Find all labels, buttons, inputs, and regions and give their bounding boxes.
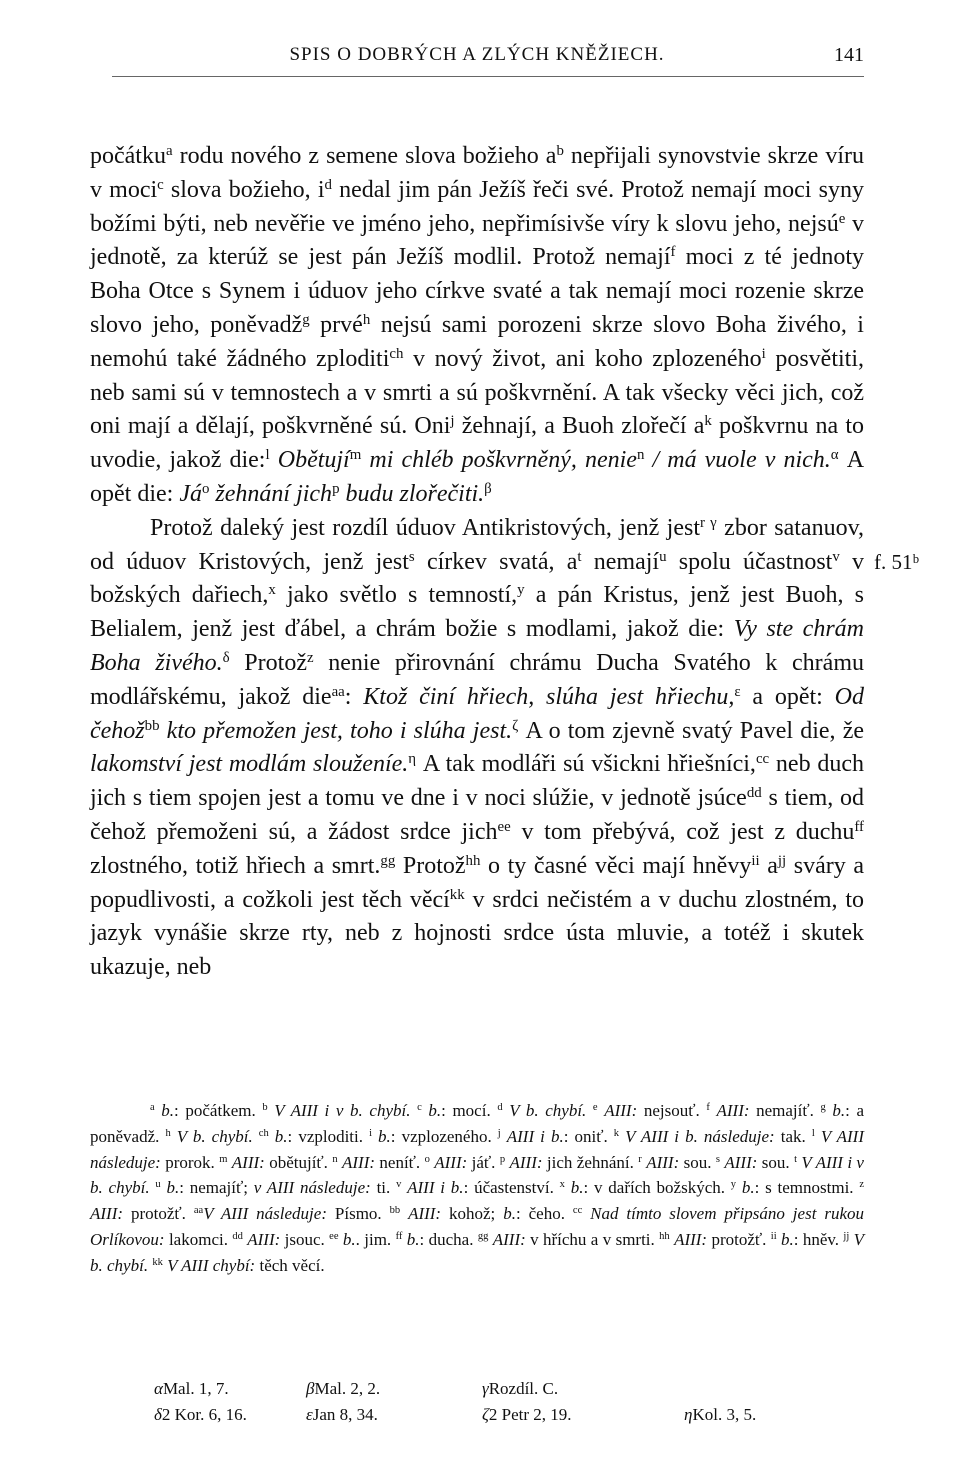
italic-quote: AIII:: [674, 1229, 708, 1249]
footnote-marker: m: [349, 447, 362, 463]
text-run: v božských dařiech,: [90, 548, 865, 609]
scripture-ref-symbol: ε: [306, 1405, 313, 1424]
italic-quote: b.: [161, 1101, 175, 1120]
folio-margin-note: f. 51ᵇ: [874, 550, 919, 574]
text-run: : s temnostmi.: [754, 1178, 860, 1198]
italic-quote: b.: [781, 1229, 794, 1249]
footnote-marker: h: [165, 1128, 171, 1139]
scripture-ref-text: Mal. 2, 2.: [314, 1379, 381, 1398]
italic-quote: b.: [406, 1229, 420, 1249]
text-run: kohož;: [441, 1204, 504, 1224]
footnote-marker: j: [497, 1128, 501, 1139]
text-run: obětujíť.: [264, 1152, 333, 1172]
footnote-marker: c: [417, 1102, 422, 1114]
italic-quote: V AIII i v b. chybí.: [274, 1101, 411, 1120]
italic-quote: V AIII následuje:: [90, 1126, 864, 1172]
italic-quote: V AIII chybí:: [167, 1255, 256, 1275]
italic-quote: Nad tímto slovem připsáno jest rukou Orlíkovou:: [90, 1204, 864, 1249]
text-run: počátku: [90, 143, 166, 169]
text-run: : počátkem.: [174, 1101, 263, 1120]
italic-quote: AIII:: [247, 1229, 281, 1249]
italic-quote: / má vuole v nich.: [644, 447, 831, 474]
footnote-marker: r γ: [700, 514, 717, 531]
scripture-references: [90, 1376, 864, 1428]
text-run: v tom přebývá, což jest z duchu: [510, 818, 855, 845]
scripture-ref-symbol: ζ: [482, 1405, 489, 1424]
text-run: [586, 1101, 593, 1120]
footnote-marker: β: [484, 480, 492, 497]
text-run: nejsouť.: [637, 1101, 707, 1120]
footnote-marker: d: [497, 1102, 503, 1114]
text-run: : mocí.: [441, 1101, 498, 1120]
footnote-marker: m: [219, 1153, 228, 1165]
text-run: a pán Kristus, jenž jest Buoh, s Belialem, jenž jest ďábel, a chrám božie s modlami, jakož die:: [90, 582, 864, 643]
running-title: SPIS O DOBRÝCH A ZLÝCH KNĚŽIECH.: [289, 44, 665, 65]
italic-quote: V AIII i v b. chybí.: [90, 1152, 864, 1198]
footnote-marker: jj: [843, 1231, 850, 1243]
footnote-marker: p: [332, 480, 340, 497]
italic-quote: AIII:: [492, 1229, 526, 1249]
footnote-marker: ch: [389, 345, 404, 362]
footnote-marker: hh: [465, 852, 481, 869]
footnote-marker: a: [165, 142, 173, 159]
italic-quote: AIII:: [604, 1101, 638, 1120]
italic-quote: b.: [342, 1229, 356, 1249]
text-run: : v dařích božských.: [583, 1178, 731, 1198]
text-run: protožť.: [123, 1204, 194, 1224]
footnote-marker: ii: [770, 1231, 777, 1243]
italic-quote: AIII:: [646, 1152, 680, 1172]
footnote-marker: l: [265, 447, 270, 463]
text-run: a: [759, 852, 778, 879]
text-run: ti.: [370, 1178, 397, 1198]
text-run: . jim.: [355, 1229, 396, 1249]
footnote-marker: u: [659, 548, 667, 565]
text-run: protožť.: [707, 1229, 771, 1249]
footnote-marker: s: [715, 1153, 720, 1165]
footnote-marker: dd: [232, 1231, 243, 1243]
text-run: nenie přirovnání chrámu Ducha Svatého k chrámu modlářskému, jakož die: [90, 649, 864, 710]
text-run: Protož daleký jest rozdíl úduov Antikristových, jenž jest: [150, 514, 701, 541]
text-run: [582, 1204, 590, 1223]
scripture-ref-symbol: α: [154, 1379, 163, 1398]
scripture-ref-text: Kol. 3, 5.: [692, 1405, 757, 1424]
italic-quote: AIII:: [724, 1152, 758, 1172]
italic-quote: V b. chybí.: [90, 1229, 865, 1275]
scripture-ref: [90, 1402, 306, 1428]
italic-quote: b.: [832, 1101, 846, 1120]
italic-quote: Vy ste chrám Boha živého.: [90, 616, 865, 676]
footnote-marker: cc: [755, 751, 770, 768]
text-run: jich žehnání.: [542, 1152, 639, 1172]
scripture-ref-text: Rozdíl. C.: [488, 1379, 559, 1398]
text-run: nedal jim pán Ježíš řeči své. Protož nemají moci syny božími býti, neb nevěřie ve jméno jeho, nepřimísivše víry k slovu jeho, nejsú: [90, 176, 864, 237]
italic-quote: kto přemožen jest, toho i slúha jest.: [159, 717, 513, 744]
footnote-marker: o: [424, 1153, 430, 1165]
paragraph: [90, 140, 864, 512]
text-run: nepřijali synovstvie skrze víru v moci: [90, 143, 865, 203]
footnote-marker: k: [613, 1128, 620, 1139]
footnote-marker: s: [408, 548, 415, 565]
italic-quote: v AIII následuje:: [253, 1178, 371, 1198]
scripture-ref: [306, 1376, 482, 1402]
footnote-marker: hh: [659, 1231, 670, 1243]
italic-quote: b.: [570, 1178, 584, 1198]
footnote-marker: a: [150, 1102, 155, 1114]
italic-quote: b.: [741, 1178, 755, 1198]
italic-quote: AIII:: [716, 1101, 750, 1120]
text-run: neb duch jich s tiem spojen jest a tomu ve dne i v noci slúžie, v jednotě jsúce: [90, 751, 864, 812]
text-run: nemají: [581, 548, 660, 575]
text-run: slova božieho, i: [163, 176, 325, 203]
text-run: : vzploditi.: [287, 1126, 370, 1146]
text-run: :: [344, 683, 364, 710]
footnote-marker: x: [268, 582, 276, 599]
footnote-marker: v: [832, 548, 840, 565]
footnote-marker: r: [638, 1153, 642, 1165]
italic-quote: V AIII i b. následuje:: [625, 1126, 775, 1146]
text-run: neníť.: [375, 1152, 425, 1172]
scripture-ref-row: [90, 1402, 864, 1428]
page-number: 141: [834, 44, 864, 66]
italic-quote: V AIII následuje:: [203, 1204, 327, 1224]
text-run: : čeho.: [515, 1204, 573, 1224]
text-run: jáť.: [467, 1152, 500, 1172]
footnote-marker: bb: [144, 717, 160, 734]
footnote-marker: ee: [497, 818, 511, 835]
text-run: v nový život, ani koho zplozeného: [403, 345, 762, 372]
footnote-marker: t: [794, 1153, 798, 1165]
footnote-marker: ch: [258, 1128, 269, 1139]
footnote-marker: f: [706, 1102, 710, 1114]
footnote-marker: f: [670, 244, 676, 261]
italic-quote: V b. chybí.: [176, 1126, 253, 1146]
italic-quote: e.: [391, 751, 409, 778]
page-header: [90, 40, 864, 80]
italic-quote: V b. chybí.: [509, 1101, 587, 1120]
italic-quote: AIII:: [408, 1204, 442, 1224]
footnote-marker: jj: [777, 852, 787, 869]
scripture-ref-text: 2 Petr 2, 19.: [488, 1405, 572, 1424]
footnotes: [90, 1098, 864, 1279]
text-run: v jednotě, za kterúž se jest pán Ježíš modlil. Protož nemají: [90, 210, 864, 271]
italic-quote: Obětují: [277, 447, 350, 474]
italic-quote: Já: [179, 480, 202, 507]
text-run: : a poněvadž.: [90, 1101, 865, 1146]
footnote-marker: gg: [380, 852, 396, 869]
text-run: : oniť.: [563, 1126, 614, 1146]
footnote-marker: α: [830, 447, 839, 463]
italic-quote: AIII:: [434, 1152, 468, 1172]
footnote-marker: δ: [222, 649, 230, 666]
italic-quote: AIII i b.: [407, 1178, 464, 1198]
footnote-marker: z: [306, 649, 314, 666]
footnote-marker: d: [324, 176, 332, 193]
text-run: A opět die:: [90, 447, 865, 507]
footnote-marker: t: [577, 548, 582, 565]
scripture-ref: [482, 1376, 684, 1402]
footnote-marker: c: [157, 176, 164, 193]
footnote-marker: cc: [572, 1205, 583, 1217]
footnote-marker: h: [362, 311, 371, 328]
italic-quote: lakomství jest modlám sloužení: [90, 751, 392, 778]
text-run: spolu účastnost: [666, 548, 833, 575]
footnote-marker: g: [302, 311, 310, 328]
footnote-marker: x: [559, 1179, 565, 1191]
footnote-marker: g: [820, 1102, 826, 1114]
footnote-marker: ii: [751, 852, 760, 869]
text-run: rodu nového z semene slova božieho a: [172, 143, 557, 169]
text-run: : účastenství.: [463, 1178, 560, 1198]
text-run: nejsú sami porozeni skrze slovo Boha živého, i nemohú také žádného zploditi: [90, 311, 864, 372]
italic-quote: b.: [274, 1126, 288, 1146]
paragraph: [90, 512, 864, 985]
footnote-marker: i: [369, 1128, 372, 1139]
footnote-marker: e: [838, 210, 846, 227]
footnote-marker: η: [408, 751, 417, 768]
text-run: jsouc.: [280, 1229, 330, 1249]
footnote-marker: bb: [389, 1205, 401, 1217]
italic-quote: budu zlořečiti.: [339, 480, 485, 507]
scripture-ref-symbol: γ: [482, 1379, 489, 1398]
text-run: prvé: [309, 311, 363, 338]
footnote-marker: aa: [193, 1205, 204, 1217]
scripture-ref: [684, 1402, 756, 1428]
scripture-ref: [90, 1376, 306, 1402]
text-run: lakomci.: [164, 1229, 233, 1249]
italic-quote: b.: [428, 1101, 442, 1120]
text-run: Písmo.: [326, 1204, 390, 1224]
italic-quote: AIII i b.: [506, 1126, 564, 1146]
footnote-marker: gg: [477, 1231, 489, 1243]
scripture-ref-symbol: δ: [154, 1405, 162, 1424]
footnote-marker: b: [556, 142, 564, 159]
italic-quote: b.: [166, 1178, 180, 1198]
italic-quote: b.: [378, 1126, 391, 1146]
text-run: v srdci nečistém a v duchu zlostném, to jazyk vynášie skrze rty, neb z hojnosti srdce ústa mluvie, a totéž i skutek ukazuje, neb: [90, 886, 864, 981]
main-text: [90, 140, 864, 985]
scripture-ref-text: Jan 8, 34.: [312, 1405, 378, 1424]
footnote-marker: p: [499, 1153, 506, 1165]
text-run: prorok.: [160, 1152, 220, 1172]
text-run: Protož: [229, 649, 307, 676]
scripture-ref: [482, 1402, 684, 1428]
text-run: církev svatá, a: [414, 548, 578, 575]
text-run: tak.: [774, 1126, 812, 1146]
scripture-ref-symbol: β: [306, 1379, 315, 1398]
footnote-marker: ee: [329, 1231, 339, 1243]
text-run: [270, 447, 278, 473]
text-run: : nemajíť;: [179, 1178, 254, 1198]
text-run: s tiem, od čehož přemoženi sú, a žádost srdce jich: [90, 785, 865, 845]
footnote-marker: b: [262, 1102, 268, 1114]
text-run: nemajíť.: [749, 1101, 821, 1120]
text-run: moci z té jednoty Boha Otce s Synem i úduov jeho církve svaté a tak nemají moci rozenie skrze slovo jeho, poněvadž: [90, 244, 864, 338]
footnote-paragraph: [90, 1098, 864, 1279]
text-run: v hříchu a v smrti.: [525, 1229, 660, 1249]
text-run: poškvrnu na to uvodie, jakož die:: [90, 413, 865, 474]
footnote-marker: ff: [854, 818, 865, 835]
footnote-marker: aa: [331, 683, 345, 700]
text-run: posvětiti, neb sami sú v temnostech a v smrti a sú poškvrnění. A tak všecky věci jich, což oni mají a dělají, poškvrněné sú. Oni: [90, 345, 864, 440]
footnote-marker: n: [636, 447, 645, 463]
italic-quote: mi chléb poškvrněný, nenie: [361, 447, 637, 474]
footnote-marker: j: [450, 413, 455, 430]
footnote-marker: n: [332, 1153, 338, 1165]
footnote-marker: e: [592, 1102, 598, 1114]
italic-quote: AIII:: [90, 1204, 124, 1224]
text-run: o ty časné věci mají hněvy: [480, 852, 752, 879]
text-run: sou.: [679, 1152, 716, 1172]
footnote-marker: o: [201, 480, 210, 497]
footnote-marker: v: [396, 1179, 402, 1191]
footnote-marker: y: [517, 582, 525, 599]
footnote-marker: dd: [746, 784, 762, 801]
text-run: Protož: [395, 852, 466, 879]
text-run: : ducha.: [419, 1229, 478, 1249]
text-run: A o tom zjevně svatý Pavel die, že: [518, 717, 864, 744]
text-run: sou.: [757, 1152, 795, 1172]
text-run: jako světlo s temností,: [275, 582, 518, 609]
text-run: zbor satanuov, od úduov Kristových, jenž jest: [90, 514, 865, 575]
italic-quote: AIII:: [341, 1152, 376, 1172]
header-rule: [112, 76, 864, 77]
scripture-ref-symbol: η: [684, 1405, 693, 1424]
footnote-marker: k: [704, 413, 712, 430]
text-run: sváry a popudlivosti, a cožkoli jest těch věcí: [90, 852, 865, 913]
italic-quote: žehnání jich: [209, 480, 333, 507]
italic-quote: Ktož činí hřiech, slúha jest hřiechu,: [363, 683, 735, 710]
footnote-marker: z: [859, 1179, 865, 1191]
footnote-marker: kk: [449, 886, 465, 903]
footnote-marker: ff: [395, 1231, 403, 1243]
footnote-marker: i: [761, 345, 766, 362]
italic-quote: Od čehož: [90, 683, 865, 744]
scripture-ref-text: Mal. 1, 7.: [162, 1379, 229, 1398]
text-run: : hněv.: [793, 1229, 844, 1249]
italic-quote: AIII:: [231, 1152, 265, 1172]
text-run: těch věcí.: [255, 1255, 325, 1275]
scripture-ref-text: 2 Kor. 6, 16.: [161, 1405, 247, 1424]
italic-quote: b.: [503, 1204, 516, 1224]
scripture-ref-row: [90, 1376, 864, 1402]
footnote-marker: ε: [734, 683, 741, 700]
footnote-marker: l: [811, 1128, 815, 1139]
text-run: a opět:: [740, 683, 835, 710]
footnote-marker: u: [155, 1179, 161, 1191]
footnote-marker: ζ: [512, 717, 519, 734]
scripture-ref: [306, 1402, 482, 1428]
text-run: [400, 1204, 408, 1223]
italic-quote: AIII:: [509, 1152, 543, 1172]
text-run: zlostného, totiž hřiech a smrt.: [90, 852, 381, 879]
text-run: : vzplozeného.: [390, 1126, 498, 1146]
footnote-marker: kk: [152, 1256, 163, 1268]
text-run: A tak modláři sú všickni hřiešníci,: [416, 751, 756, 778]
text-run: žehnají, a Buoh zlořečí a: [454, 413, 705, 440]
footnote-marker: y: [730, 1179, 737, 1191]
